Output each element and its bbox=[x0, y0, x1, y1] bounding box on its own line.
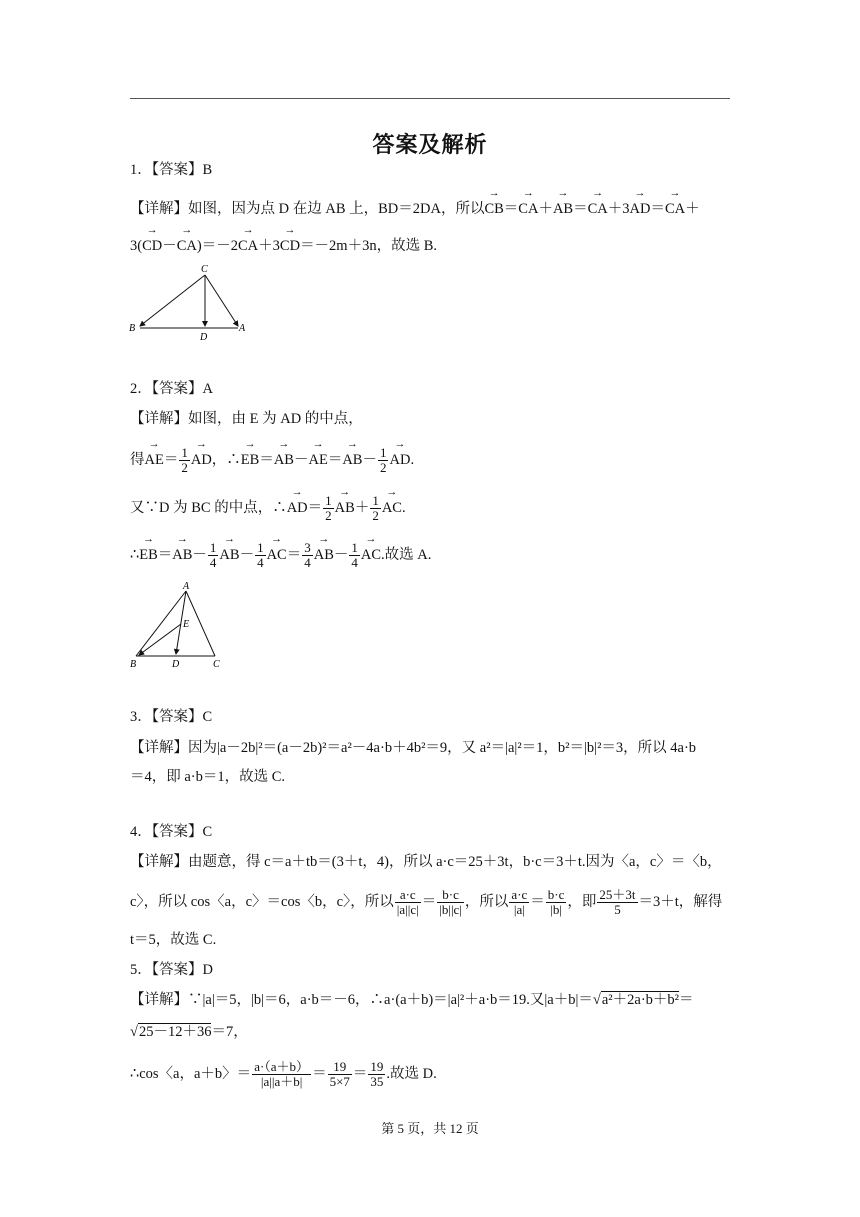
label-A: A bbox=[183, 581, 190, 592]
q5-detail-line2: √25－12＋36＝7， bbox=[130, 1024, 248, 1040]
q2-triangle-figure bbox=[126, 578, 226, 670]
q1-answer: 1．【答案】B bbox=[130, 162, 213, 178]
label-C: C bbox=[201, 264, 208, 275]
q4-detail-line2: c〉，所以 cos〈a，c〉＝cos〈b，c〉，所以 $\frac{a\cdot c}{|a||c|}$ ＝ $\frac{b\cdot c}{|b||c|}$ ，所以 $\frac{a\cdot c}{|a|}$ ＝ $\frac{b\cdot c}{|b|}$ ，即 $\frac{25+3t}{5}$ ＝3＋t，解得 bbox=[130, 887, 723, 917]
label-B: B bbox=[129, 323, 136, 334]
header-rule bbox=[130, 98, 730, 99]
q5-answer: 5．【答案】D bbox=[130, 962, 213, 978]
q3-detail-line1: 【详解】因为|a－2b|²＝(a－2b)²＝a²－4a·b＋4b²＝9，又 a²＝|a|²＝1，b²＝|b|²＝3，所以 4a·b bbox=[130, 740, 697, 756]
q2-detail-line3: 又∵D 为 BC 的中点，∴→ AD＝ $\frac{1}{2}$ → AB＋ $\frac{1}{2}$ → AC. bbox=[130, 494, 406, 523]
label-A: A bbox=[239, 323, 246, 334]
q2-answer: 2．【答案】A bbox=[130, 381, 213, 397]
q2-detail-line4: ∴→ EB＝→ AB－ $\frac{1}{4}$ → AB－ $\frac{1}{4}$ → AC＝ $\frac{3}{4}$ → AB－ $\frac{1}{4}$ → AC.故选 A. bbox=[130, 541, 431, 570]
q1-detail-line2: 3(→ CD－→ CA)＝－2→ CA＋3→ CD＝－2m＋3n，故选 B. bbox=[130, 236, 437, 256]
q4-detail-line3: t＝5，故选 C. bbox=[130, 932, 217, 948]
label-D: D bbox=[200, 332, 208, 343]
q4-detail-line1: 【详解】由题意，得 c＝a＋tb＝(3＋t，4)，所以 a·c＝25＋3t，b·c＝3＋t.因为〈a，c〉＝〈b， bbox=[130, 854, 722, 870]
q1-detail-line1: 【详解】如图，因为点 D 在边 AB 上，BD＝2DA，所以→ CB＝→ CA＋→ AB＝→ CA＋3→ AD＝→ CA＋ bbox=[130, 199, 700, 219]
label-B: B bbox=[130, 659, 137, 670]
label-E: E bbox=[183, 619, 190, 630]
q2-detail-line2: 得→ AE＝ $\frac{1}{2}$ → AD，∴→ EB＝→ AB－→ AE＝→ AB－ $\frac{1}{2}$ → AD. bbox=[130, 446, 414, 475]
q3-answer: 3．【答案】C bbox=[130, 709, 213, 725]
page-footer: 第 5 页，共 12 页 bbox=[381, 1121, 479, 1136]
q4-answer: 4．【答案】C bbox=[130, 824, 213, 840]
q5-detail-line3: ∴cos〈a，a＋b〉＝ $\frac{a\cdot(a+b)}{|a||a+b|}$ ＝ $\frac{19}{5\times 7}$ ＝ $\frac{19}{35}$ .故选 D. bbox=[130, 1059, 437, 1089]
label-C: C bbox=[213, 659, 220, 670]
label-D: D bbox=[172, 659, 180, 670]
q3-detail-line2: ＝4，即 a·b＝1，故选 C. bbox=[130, 769, 286, 785]
q2-detail-line1: 【详解】如图，由 E 为 AD 的中点， bbox=[130, 411, 363, 427]
q5-detail-line1: 【详解】∵|a|＝5，|b|＝6，a·b＝－6，∴a·(a＋b)＝|a|²＋a·b＝19.又|a＋b|＝√a²＋2a·b＋b²＝ bbox=[130, 992, 694, 1008]
q1-triangle-figure bbox=[126, 262, 256, 344]
page-title: 答案及解析 bbox=[372, 133, 488, 158]
